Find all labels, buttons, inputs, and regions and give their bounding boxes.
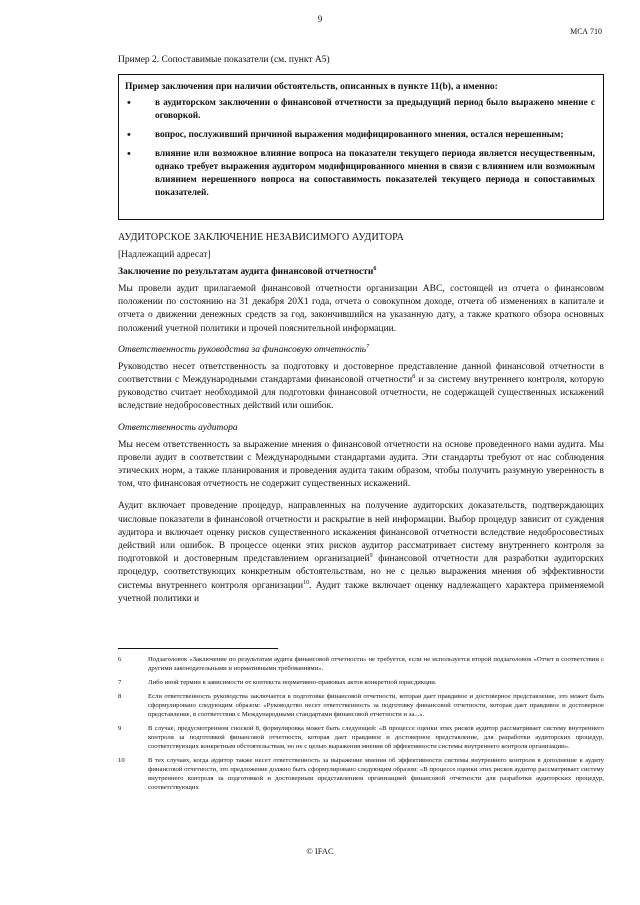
opinion-paragraph: Мы провели аудит прилагаемой финансовой отчетности организации ABC, состоящей из отчета о финансовом положении по состоянию на 31 декабря 20X1 года, отчета о совокупном доходе, отчета об изменениях в капитале и отчета о движении денежных средств за год, закончившийся на указанную дату, а также краткого обзора основных положений учетной политики и прочей пояснительной информации.: [118, 284, 604, 334]
conclusion-heading: [118, 267, 604, 277]
footnote-ref[interactable]: 7: [366, 343, 370, 350]
conditions-list: [125, 97, 595, 200]
copyright: © IFAC: [306, 846, 334, 856]
footnote-number: 10: [118, 757, 125, 764]
footnote-text: Если ответственность руководства заключается в подготовке финансовой отчетности, которая дает правдивое и достоверное представление, это может быть сформулировано следующим образом: «Руководство несет ответственность за подготовку финансовой отчетности, которая дает правдивое и достоверное представление, в соответствии с Международными стандартами финансовой отчетности и за...».: [148, 693, 604, 718]
auditor-responsibility-heading: Ответственность аудитора: [118, 422, 238, 433]
report-title: АУДИТОРСКОЕ ЗАКЛЮЧЕНИЕ НЕЗАВИСИМОГО АУДИТОРА: [118, 232, 404, 243]
management-text: и за систему внутреннего контроля, которую руководство считает необходимой для подготовки финансовой отчетности, не содержащей существенных искажений вследствие недобросовестных действий или ошибок.: [118, 375, 604, 412]
footnote-ref[interactable]: 6: [373, 265, 377, 272]
example-title: Пример 2. Сопоставимые показатели (см. пункт A5): [118, 55, 330, 65]
box-intro: Пример заключения при наличии обстоятельств, описанных в пункте 11(b), а именно:: [125, 82, 498, 92]
procedures-text: финансовой отчетности для разработки аудиторских процедур, соответствующих конкретным обстоятельствам, но не с целью выражения мнения об эффективности системы внутреннего контроля организации: [118, 554, 604, 591]
footnote: [118, 655, 604, 673]
footnote-separator: [118, 648, 278, 649]
document-code: МСА 710: [570, 27, 602, 36]
footnote-text: В тех случаях, когда аудитор также несет ответственность за выражение мнения об эффективности системы внутреннего контроля в дополнение к аудиту финансовой отчетности, это предложение должно быть сформулировано следующим образом: «В процессе оценки этих рисков аудитор рассматривает систему внутреннего контроля за подготовкой и достоверным представлением организацией финансовой отчетности для разработки аудиторских процедур, соответствующих: [148, 757, 604, 791]
footnote: [118, 724, 604, 751]
management-text: Руководство несет ответственность за подготовку и достоверное представление данной финансовой отчетности в соответствии с Международными стандартами финансовой отчетности: [118, 361, 604, 386]
footnote-ref[interactable]: 10: [303, 579, 310, 586]
conclusion-heading-text: Заключение по результатам аудита финансовой отчетности: [118, 267, 374, 277]
report-body: [118, 232, 604, 615]
condition-item: • влияние или возможное влияние вопроса на показатели текущего периода является несущественным, однако требует выражения аудитором модифицированного мнения в связи с влиянием или возможным влиянием нерешенного вопроса на сопоставимость показателей текущего периода и сопоставимых показателей.: [125, 148, 595, 200]
audit-procedures-paragraph: [118, 500, 604, 606]
footnote-text: Подзаголовок «Заключение по результатам аудита финансовой отчетности» не требуется, если не используется второй подзаголовок «Отчет в соответствии с другими законодательными и нормативными требованиями».: [148, 656, 604, 672]
condition-item: • вопрос, послуживший причиной выражения модифицированного мнения, остался нерешенным;: [125, 129, 595, 142]
condition-item: • в аудиторском заключении о финансовой отчетности за предыдущий период было выражено мнение с оговоркой.: [125, 97, 595, 123]
procedures-text: Аудит включает проведение процедур, направленных на получение аудиторских доказательств, подтверждающих числовые показатели в финансовой отчетности и раскрытие в ней информации. Выбор процедур зависит от суждения аудитора и включает оценку рисков существенного искажения финансовой отчетности вследствие недобросовестных действий или ошибок. В процессе оценки этих рисков аудитор рассматривает систему внутреннего контроля за подготовкой и достоверным представлением организацией: [118, 501, 604, 565]
footnote-number: 9: [118, 725, 122, 732]
footnote-ref[interactable]: 8: [412, 373, 416, 380]
footnotes: [118, 655, 604, 797]
footnote: [118, 678, 604, 687]
auditor-paragraph: Мы несем ответственность за выражение мнения о финансовой отчетности на основе проведенного нами аудита. Мы провели аудит в соответствии с Международными стандартами аудита. Эти стандарты требуют от нас соблюдения этических норм, а также планирования и проведения аудита таким образом, чтобы получить разумную уверенность в том, что финансовая отчетность не содержит существенных искажений.: [118, 439, 604, 490]
footnote-number: 8: [118, 693, 122, 700]
footnote: [118, 756, 604, 792]
procedures-text: . Аудит также включает оценку надлежащего характера применяемой учетной политики и: [118, 580, 604, 604]
addressee: [Надлежащий адресат]: [118, 250, 211, 260]
conditions-box: [118, 74, 604, 220]
management-responsibility-heading: [118, 345, 604, 355]
management-paragraph: [118, 361, 604, 414]
footnote: [118, 692, 604, 719]
footnote-text: Либо иной термин в зависимости от контекста нормативно-правовых актов конкретной юрисдикции.: [148, 679, 437, 686]
footnote-number: 7: [118, 679, 122, 686]
page-number: 9: [317, 14, 323, 24]
footnote-text: В случае, предусмотренном сноской 8, формулировка может быть следующей: «В процессе оценки этих рисков аудитор рассматривает систему внутреннего контроля за подготовкой финансовой отчетности, которая дает правдивое и достоверное представление, для разработки аудиторских процедур, соответствующих конкретным обстоятельствам, но не с целью выражения мнения об эффективности системы внутреннего контроля организации».: [148, 725, 604, 750]
footnote-ref[interactable]: 9: [369, 553, 373, 560]
management-heading-text: Ответственность руководства за финансовую отчетность: [118, 344, 367, 355]
footnote-number: 6: [118, 656, 122, 663]
